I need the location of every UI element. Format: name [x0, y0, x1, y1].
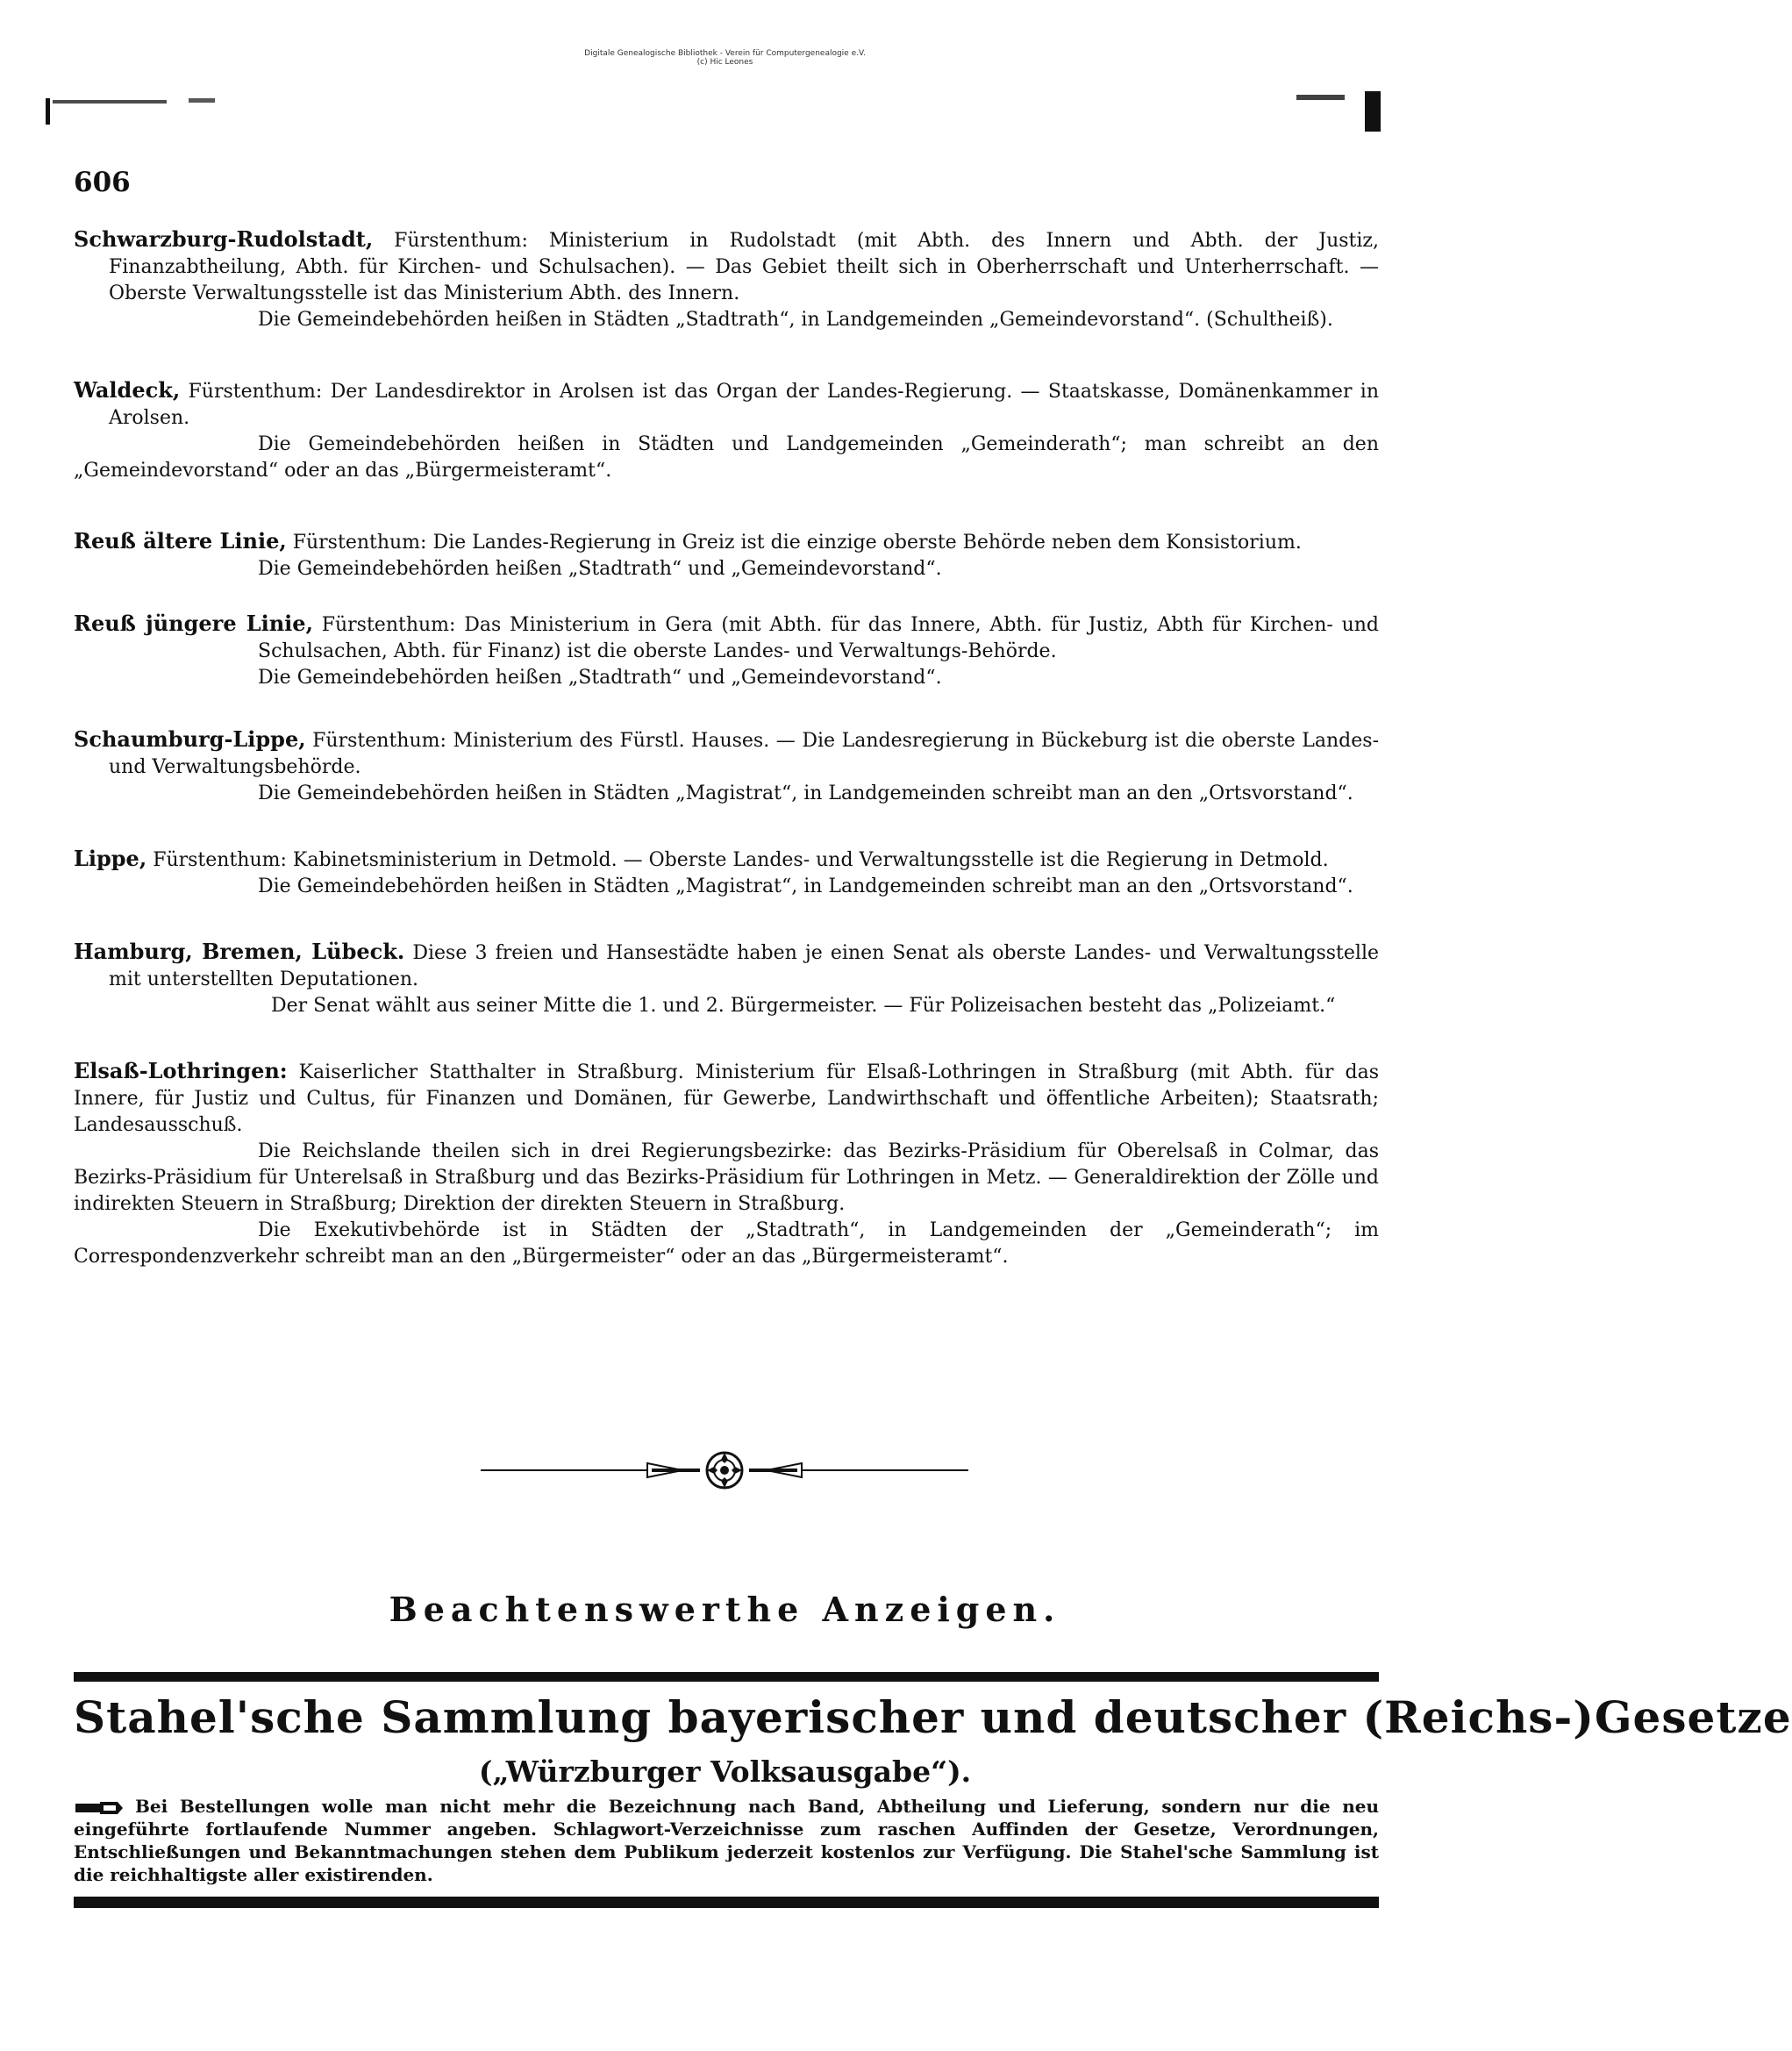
entry-heading: Schwarzburg-Rudolstadt, — [74, 226, 374, 252]
entry-paragraph — [74, 377, 1379, 432]
page-number: 606 — [74, 167, 131, 198]
pointing-hand-icon — [74, 1800, 125, 1816]
entry-paragraph: Der Senat wählt aus seiner Mitte die 1. und 2. Bürgermeister. — Für Polizeisachen besteht das „Polizeiamt.“ — [271, 995, 1336, 1017]
entry-text: Fürstenthum: Das Ministerium in Gera (mit Abth. für das Innere, Abth. für Justiz, Abth für Kirchen- und Schulsachen, Abth. für Finanz) ist die oberste Landes- und Verwaltungs-Behörde. — [258, 614, 1380, 662]
advert-body — [74, 1795, 1379, 1886]
article-list — [74, 226, 1379, 1270]
entry-schwarzburg-rudolstadt — [74, 226, 1379, 333]
entry-paragraph: Die Gemeindebehörden heißen in Städten „Magistrat“, in Landgemeinden schreibt man an den „Ortsvorstand“. — [258, 783, 1353, 804]
entry-schaumburg-lippe — [74, 726, 1379, 807]
advert-body-text: Bei Bestellungen wolle man nicht mehr die Bezeichnung nach Band, Abtheilung und Lieferung, sondern nur die neu eingeführte fortlaufende Nummer angeben. Schlagwort-Verzeichnisse zum raschen Auffinden der Gesetze, Verordnungen, Entschließungen und Bekanntmachungen stehen dem Publikum jederzeit kostenlos zur Verfügung. Die Stahel'sche Sammlung ist die reichhaltigste aller existirenden. — [74, 1796, 1379, 1885]
entry-paragraph: Die Reichslande theilen sich in drei Regierungsbezirke: das Bezirks-Präsidium für Oberelsaß in Colmar, das Bezirks-Präsidium für Unterelsaß in Straßburg und das Bezirks-Präsidium für Lothringen in Metz. — Generaldirektion der Zölle und indirekten Steuern in Straßburg; Direktion der direkten Steuern in Straßburg. — [74, 1140, 1379, 1215]
entry-text: Fürstenthum: Die Landes-Regierung in Greiz ist die einzige oberste Behörde neben dem Konsistorium. — [292, 532, 1302, 554]
scan-mark-right — [1365, 91, 1381, 132]
entry-text: Kaiserlicher Statthalter in Straßburg. Ministerium für Elsaß-Lothringen in Straßburg (mit Abth. für das Innere, für Justiz und Cultus, für Finanzen und Domänen, für Gewerbe, Landwirthschaft und öffentliche Arbeiten); Staatsrath; Landesausschuß. — [74, 1061, 1380, 1136]
watermark-line-2: (c) Hic Leones — [696, 58, 753, 67]
entry-heading: Reuß ältere Linie, — [74, 528, 287, 554]
entry-paragraph: Die Exekutivbehörde ist in Städten der „Stadtrath“, in Landgemeinden der „Gemeinderath“; im Correspondenzverkehr schreibt man an den „Bürgermeister“ oder an das „Bürgermeisteramt“. — [74, 1219, 1379, 1268]
entry-hamburg-bremen-luebeck — [74, 939, 1379, 1019]
entry-paragraph — [74, 226, 1379, 307]
entry-elsass-lothringen — [74, 1058, 1379, 1270]
entry-text: Diese 3 freien und Hansestädte haben je einen Senat als oberste Landes- und Verwaltungsstelle mit unterstellten Deputationen. — [109, 942, 1379, 990]
entry-paragraph — [74, 939, 1379, 993]
entry-paragraph — [74, 528, 1379, 556]
entry-text: Fürstenthum: Ministerium des Fürstl. Hauses. — Die Landesregierung in Bückeburg ist die oberste Landes- und Verwaltungsbehörde. — [109, 730, 1379, 778]
entry-lippe — [74, 846, 1379, 900]
scan-mark-left — [46, 98, 50, 125]
entry-heading: Hamburg, Bremen, Lübeck. — [74, 939, 405, 964]
advert-bottom-rule — [74, 1897, 1379, 1908]
entry-paragraph: Die Gemeindebehörden heißen in Städten und Landgemeinden „Gemeinderath“; man schreibt an den „Gemeindevorstand“ oder an das „Bürgermeisteramt“. — [74, 433, 1379, 482]
scan-mark-top-right — [1296, 95, 1345, 100]
scan-mark-top-mid — [189, 98, 215, 103]
advert-title: Stahel'sche Sammlung bayerischer und deutscher (Reichs-)Gesetze — [74, 1691, 1792, 1743]
entry-paragraph: Die Gemeindebehörden heißen in Städten „Stadtrath“, in Landgemeinden „Gemeindevorstand“. (Schultheiß). — [258, 309, 1333, 331]
advertisement-heading: Beachtenswerthe Anzeigen. — [389, 1590, 1061, 1629]
entry-paragraph: Die Gemeindebehörden heißen in Städten „Magistrat“, in Landgemeinden schreibt man an den „Ortsvorstand“. — [258, 875, 1353, 897]
entry-paragraph — [74, 1058, 1379, 1139]
watermark-line-1: Digitale Genealogische Bibliothek - Verein für Computergenealogie e.V. — [584, 49, 866, 58]
scan-mark-top-left — [53, 100, 167, 104]
entry-text: Fürstenthum: Kabinetsministerium in Detmold. — Oberste Landes- und Verwaltungsstelle ist die Regierung in Detmold. — [153, 849, 1329, 871]
entry-heading: Elsaß-Lothringen: — [74, 1058, 288, 1083]
entry-text: Fürstenthum: Ministerium in Rudolstadt (mit Abth. des Innern und Abth. der Justiz, Finanzabtheilung, Abth. für Kirchen- und Schulsachen). — Das Gebiet theilt sich in Oberherrschaft und Unterherrschaft. — Oberste Verwaltungsstelle ist das Ministerium Abth. des Innern. — [109, 230, 1379, 304]
entry-heading: Reuß jüngere Linie, — [74, 611, 313, 636]
entry-reuss-juengere-linie — [74, 611, 1379, 691]
entry-heading: Lippe, — [74, 846, 147, 871]
entry-waldeck — [74, 377, 1379, 484]
entry-heading: Waldeck, — [74, 377, 181, 403]
entry-paragraph — [74, 726, 1379, 781]
entry-paragraph: Die Gemeindebehörden heißen „Stadtrath“ und „Gemeindevorstand“. — [258, 558, 942, 580]
entry-text: Fürstenthum: Der Landesdirektor in Arolsen ist das Organ der Landes-Regierung. — Staatskasse, Domänenkammer in Arolsen. — [109, 381, 1379, 429]
entry-reuss-aeltere-linie — [74, 528, 1379, 582]
entry-heading: Schaumburg-Lippe, — [74, 726, 306, 752]
entry-paragraph — [74, 611, 1379, 665]
ornament-divider — [481, 1451, 968, 1490]
advert-top-rule — [74, 1672, 1379, 1682]
advert-subtitle: („Würzburger Volksausgabe“). — [478, 1754, 972, 1789]
entry-paragraph — [74, 846, 1379, 874]
entry-paragraph: Die Gemeindebehörden heißen „Stadtrath“ und „Gemeindevorstand“. — [258, 667, 942, 689]
